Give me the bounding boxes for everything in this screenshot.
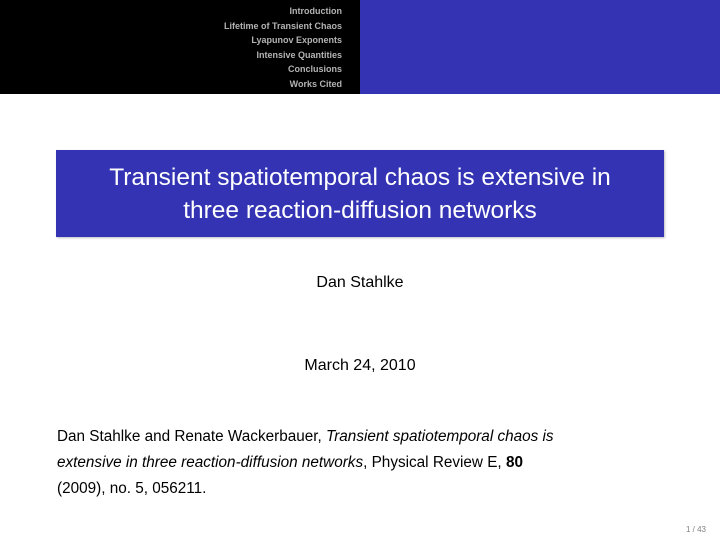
page-number: 1 / 43 [685, 525, 706, 534]
slide-title [70, 161, 650, 227]
section-navigation [224, 4, 342, 91]
header-accent-bar [360, 0, 720, 94]
title-line-1: Transient spatiotemporal chaos is extensive in [109, 163, 611, 191]
author-name: Dan Stahlke [316, 274, 404, 291]
title-box [56, 150, 664, 237]
header-navigation-bar [0, 0, 360, 94]
citation-details: (2009), no. 5, 056211. [57, 480, 207, 497]
citation-title-part-2: extensive in three reaction-diffusion networks [57, 454, 364, 471]
citation-volume: 80 [505, 454, 523, 471]
nav-item-conclusions[interactable]: Conclusions [287, 64, 342, 74]
presentation-date: March 24, 2010 [304, 357, 416, 374]
nav-item-lyapunov-exponents[interactable]: Lyapunov Exponents [251, 35, 342, 45]
citation-authors: Dan Stahlke and Renate Wackerbauer, [57, 428, 326, 445]
nav-item-lifetime-of-transient-chaos[interactable]: Lifetime of Transient Chaos [223, 20, 342, 31]
title-line-2: three reaction-diffusion networks [183, 196, 537, 224]
citation-title-part-1: Transient spatiotemporal chaos is [326, 428, 554, 445]
nav-item-introduction[interactable]: Introduction [289, 6, 342, 16]
citation-reference [57, 424, 677, 502]
nav-item-works-cited[interactable]: Works Cited [289, 78, 342, 89]
nav-item-intensive-quantities[interactable]: Intensive Quantities [256, 49, 342, 60]
citation-journal: , Physical Review E, [363, 454, 506, 471]
